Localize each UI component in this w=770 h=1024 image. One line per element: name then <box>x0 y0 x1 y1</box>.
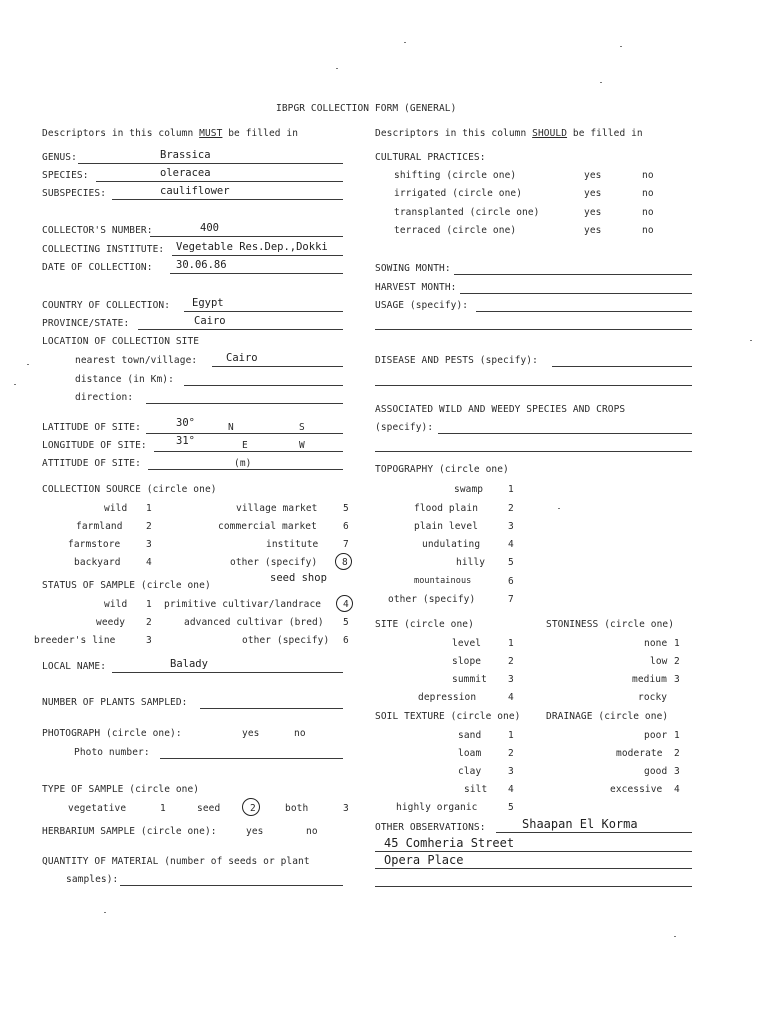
observations-line-4 <box>375 886 692 887</box>
sowing-month-line <box>454 274 692 275</box>
collector-number-label: COLLECTOR'S NUMBER: <box>42 225 153 236</box>
latitude-line <box>146 433 343 434</box>
disease-pests-line-2 <box>375 385 692 386</box>
status-code: 1 <box>146 599 152 610</box>
scan-speck <box>336 68 338 69</box>
distance-label: distance (in Km): <box>75 374 174 385</box>
selected-circle-mark <box>335 553 352 570</box>
cultural-option: terraced (circle one) <box>394 225 517 236</box>
drainage-option: excessive <box>610 784 663 795</box>
scan-speck <box>750 340 752 341</box>
status-option: advanced cultivar (bred) <box>184 617 324 628</box>
soil-option: highly organic <box>396 802 478 813</box>
site-option: slope <box>452 656 482 667</box>
topography-code: 5 <box>508 557 514 568</box>
scan-speck <box>14 384 16 385</box>
soil-code: 4 <box>508 784 514 795</box>
status-code: 5 <box>343 617 349 628</box>
topography-option: plain level <box>414 521 479 532</box>
topography-option: swamp <box>454 484 484 495</box>
drainage-code: 4 <box>674 784 680 795</box>
observation-line: Opera Place <box>384 853 464 867</box>
stoniness-option: rocky <box>638 692 668 703</box>
source-option: other (specify) <box>230 557 318 568</box>
drainage-code: 1 <box>674 730 680 741</box>
local-name-value: Balady <box>170 658 208 670</box>
scan-speck <box>404 42 406 43</box>
local-name-label: LOCAL NAME: <box>42 661 107 672</box>
type-of-sample-label: TYPE OF SAMPLE (circle one) <box>42 784 200 795</box>
type-code: 3 <box>343 803 349 814</box>
cultural-no: no <box>642 225 654 236</box>
species-label: SPECIES: <box>42 170 89 181</box>
location-label: LOCATION OF COLLECTION SITE <box>42 336 200 347</box>
scan-speck <box>620 46 622 47</box>
quantity-label-cont: samples): <box>66 874 119 885</box>
status-code: 2 <box>146 617 152 628</box>
photograph-no: no <box>294 728 306 739</box>
topography-code: 1 <box>508 484 514 495</box>
latitude-label: LATITUDE OF SITE: <box>42 422 141 433</box>
usage-label: USAGE (specify): <box>375 300 469 311</box>
collector-number-value: 400 <box>200 222 219 234</box>
site-label: SITE (circle one) <box>375 619 474 630</box>
source-option: village market <box>236 503 318 514</box>
collecting-institute-value: Vegetable Res.Dep.,Dokki <box>176 241 328 253</box>
direction-label: direction: <box>75 392 134 403</box>
herbarium-yes: yes <box>246 826 264 837</box>
latitude-s: S <box>299 422 305 433</box>
nearest-town-label: nearest town/village: <box>75 355 198 366</box>
drainage-option: moderate <box>616 748 663 759</box>
soil-option: clay <box>458 766 482 777</box>
cultural-option: shifting (circle one) <box>394 170 517 181</box>
topography-code: 2 <box>508 503 514 514</box>
site-option: summit <box>452 674 487 685</box>
stoniness-option: none <box>644 638 668 649</box>
harvest-month-line <box>460 293 692 294</box>
herbarium-label: HERBARIUM SAMPLE (circle one): <box>42 826 217 837</box>
site-code: 1 <box>508 638 514 649</box>
local-name-line <box>112 672 343 673</box>
longitude-line <box>154 451 343 452</box>
subspecies-line <box>112 199 343 200</box>
disease-pests-label: DISEASE AND PESTS (specify): <box>375 355 538 366</box>
collector-number-line <box>150 236 343 237</box>
observation-line: 45 Comheria Street <box>384 836 515 850</box>
cultural-no: no <box>642 207 654 218</box>
topography-option: hilly <box>456 557 486 568</box>
observation-line: Shaapan El Korma <box>522 817 638 831</box>
drainage-option: good <box>644 766 668 777</box>
latitude-n: N <box>228 422 234 433</box>
other-observations-label: OTHER OBSERVATIONS: <box>375 822 486 833</box>
topography-option: flood plain <box>414 503 479 514</box>
observations-line-1 <box>496 832 692 833</box>
cultural-no: no <box>642 170 654 181</box>
species-line <box>96 181 343 182</box>
form-title: IBPGR COLLECTION FORM (GENERAL) <box>276 103 457 114</box>
country-label: COUNTRY OF COLLECTION: <box>42 300 171 311</box>
collection-source-label: COLLECTION SOURCE (circle one) <box>42 484 217 495</box>
cultural-yes: yes <box>584 207 602 218</box>
source-code: 4 <box>146 557 152 568</box>
longitude-e: E <box>242 440 248 451</box>
left-column-header: Descriptors in this column MUST be filled in <box>42 128 299 139</box>
topography-code: 4 <box>508 539 514 550</box>
plants-sampled-line <box>200 708 343 709</box>
status-code: 6 <box>343 635 349 646</box>
soil-code: 2 <box>508 748 514 759</box>
photo-number-label: Photo number: <box>74 747 150 758</box>
drainage-label: DRAINAGE (circle one) <box>546 711 669 722</box>
province-value: Cairo <box>194 315 226 327</box>
plants-sampled-label: NUMBER OF PLANTS SAMPLED: <box>42 697 188 708</box>
genus-value: Brassica <box>160 149 211 161</box>
cultural-practices-label: CULTURAL PRACTICES: <box>375 152 486 163</box>
type-option: both <box>285 803 309 814</box>
usage-line-2 <box>375 329 692 330</box>
topography-option: undulating <box>422 539 481 550</box>
collecting-institute-label: COLLECTING INSTITUTE: <box>42 244 165 255</box>
status-option: primitive cultivar/landrace <box>164 599 322 610</box>
usage-line <box>476 311 692 312</box>
source-option: wild <box>104 503 128 514</box>
cultural-yes: yes <box>584 170 602 181</box>
status-code: 3 <box>146 635 152 646</box>
stoniness-code: 1 <box>674 638 680 649</box>
selected-circle-mark <box>336 595 353 612</box>
topography-label: TOPOGRAPHY (circle one) <box>375 464 509 475</box>
site-code: 3 <box>508 674 514 685</box>
associated-species-line <box>438 433 692 434</box>
soil-code: 5 <box>508 802 514 813</box>
scan-speck <box>600 82 602 83</box>
associated-species-line-2 <box>375 451 692 452</box>
status-option: wild <box>104 599 128 610</box>
type-option: seed <box>197 803 221 814</box>
date-line <box>170 273 343 274</box>
longitude-label: LONGITUDE OF SITE: <box>42 440 147 451</box>
status-option: breeder's line <box>34 635 116 646</box>
stoniness-code: 2 <box>674 656 680 667</box>
cultural-yes: yes <box>584 225 602 236</box>
drainage-code: 3 <box>674 766 680 777</box>
longitude-value: 31° <box>176 435 195 447</box>
photograph-label: PHOTOGRAPH (circle one): <box>42 728 182 739</box>
soil-code: 3 <box>508 766 514 777</box>
country-line <box>184 311 343 312</box>
nearest-town-line <box>212 366 343 367</box>
source-option: backyard <box>74 557 121 568</box>
scan-speck <box>104 912 106 913</box>
type-option: vegetative <box>68 803 127 814</box>
topography-code: 3 <box>508 521 514 532</box>
collecting-institute-line <box>172 255 343 256</box>
observations-line-3 <box>375 868 692 869</box>
scan-speck <box>558 508 560 509</box>
status-option: weedy <box>96 617 126 628</box>
source-option: commercial market <box>218 521 317 532</box>
soil-option: loam <box>458 748 482 759</box>
stoniness-label: STONINESS (circle one) <box>546 619 675 630</box>
subspecies-value: cauliflower <box>160 185 230 197</box>
genus-label: GENUS: <box>42 152 77 163</box>
source-option: farmland <box>76 521 123 532</box>
cultural-no: no <box>642 188 654 199</box>
genus-line <box>78 163 343 164</box>
source-code-circled: 8 <box>342 557 348 568</box>
topography-option: mountainous <box>414 576 472 586</box>
date-of-collection-label: DATE OF COLLECTION: <box>42 262 153 273</box>
source-code: 5 <box>343 503 349 514</box>
soil-texture-label: SOIL TEXTURE (circle one) <box>375 711 521 722</box>
site-code: 2 <box>508 656 514 667</box>
source-code: 1 <box>146 503 152 514</box>
status-of-sample-label: STATUS OF SAMPLE (circle one) <box>42 580 211 591</box>
source-code: 3 <box>146 539 152 550</box>
topography-code: 6 <box>508 576 514 587</box>
quantity-label: QUANTITY OF MATERIAL (number of seeds or plant <box>42 856 310 867</box>
altitude-line <box>148 469 343 470</box>
province-line <box>138 329 343 330</box>
source-option: institute <box>266 539 319 550</box>
selected-circle-mark <box>242 798 260 816</box>
province-label: PROVINCE/STATE: <box>42 318 130 329</box>
status-option: other (specify) <box>242 635 330 646</box>
cultural-option: transplanted (circle one) <box>394 207 540 218</box>
soil-option: sand <box>458 730 482 741</box>
quantity-line <box>120 885 343 886</box>
source-code: 7 <box>343 539 349 550</box>
disease-pests-line <box>552 366 692 367</box>
cultural-option: irrigated (circle one) <box>394 188 523 199</box>
photo-number-line <box>160 758 343 759</box>
nearest-town-value: Cairo <box>226 352 258 364</box>
associated-species-label-cont: (specify): <box>375 422 434 433</box>
species-value: oleracea <box>160 167 211 179</box>
site-code: 4 <box>508 692 514 703</box>
longitude-w: W <box>299 440 305 451</box>
cultural-yes: yes <box>584 188 602 199</box>
status-code-circled: 4 <box>343 599 349 610</box>
harvest-month-label: HARVEST MONTH: <box>375 282 457 293</box>
country-value: Egypt <box>192 297 224 309</box>
associated-species-label: ASSOCIATED WILD AND WEEDY SPECIES AND CROPS <box>375 404 626 415</box>
herbarium-no: no <box>306 826 318 837</box>
site-option: level <box>452 638 482 649</box>
drainage-option: poor <box>644 730 668 741</box>
soil-code: 1 <box>508 730 514 741</box>
date-of-collection-value: 30.06.86 <box>176 259 227 271</box>
scan-speck <box>674 936 676 937</box>
source-option: farmstore <box>68 539 121 550</box>
drainage-code: 2 <box>674 748 680 759</box>
latitude-value: 30° <box>176 417 195 429</box>
topography-option: other (specify) <box>388 594 476 605</box>
subspecies-label: SUBSPECIES: <box>42 188 107 199</box>
sowing-month-label: SOWING MONTH: <box>375 263 451 274</box>
altitude-label: ATTITUDE OF SITE: <box>42 458 141 469</box>
source-code: 6 <box>343 521 349 532</box>
photograph-yes: yes <box>242 728 260 739</box>
altitude-unit: (m) <box>234 458 252 469</box>
observations-line-2 <box>375 851 692 852</box>
topography-code: 7 <box>508 594 514 605</box>
stoniness-code: 3 <box>674 674 680 685</box>
source-code: 2 <box>146 521 152 532</box>
scan-speck <box>27 364 29 365</box>
source-specify-value: seed shop <box>270 572 327 584</box>
stoniness-option: medium <box>632 674 667 685</box>
site-option: depression <box>418 692 477 703</box>
soil-option: silt <box>464 784 488 795</box>
type-code: 1 <box>160 803 166 814</box>
direction-line <box>146 403 343 404</box>
stoniness-option: low <box>650 656 668 667</box>
type-code-circled: 2 <box>250 803 256 814</box>
distance-line <box>184 385 343 386</box>
right-column-header: Descriptors in this column SHOULD be filled in <box>375 128 643 139</box>
